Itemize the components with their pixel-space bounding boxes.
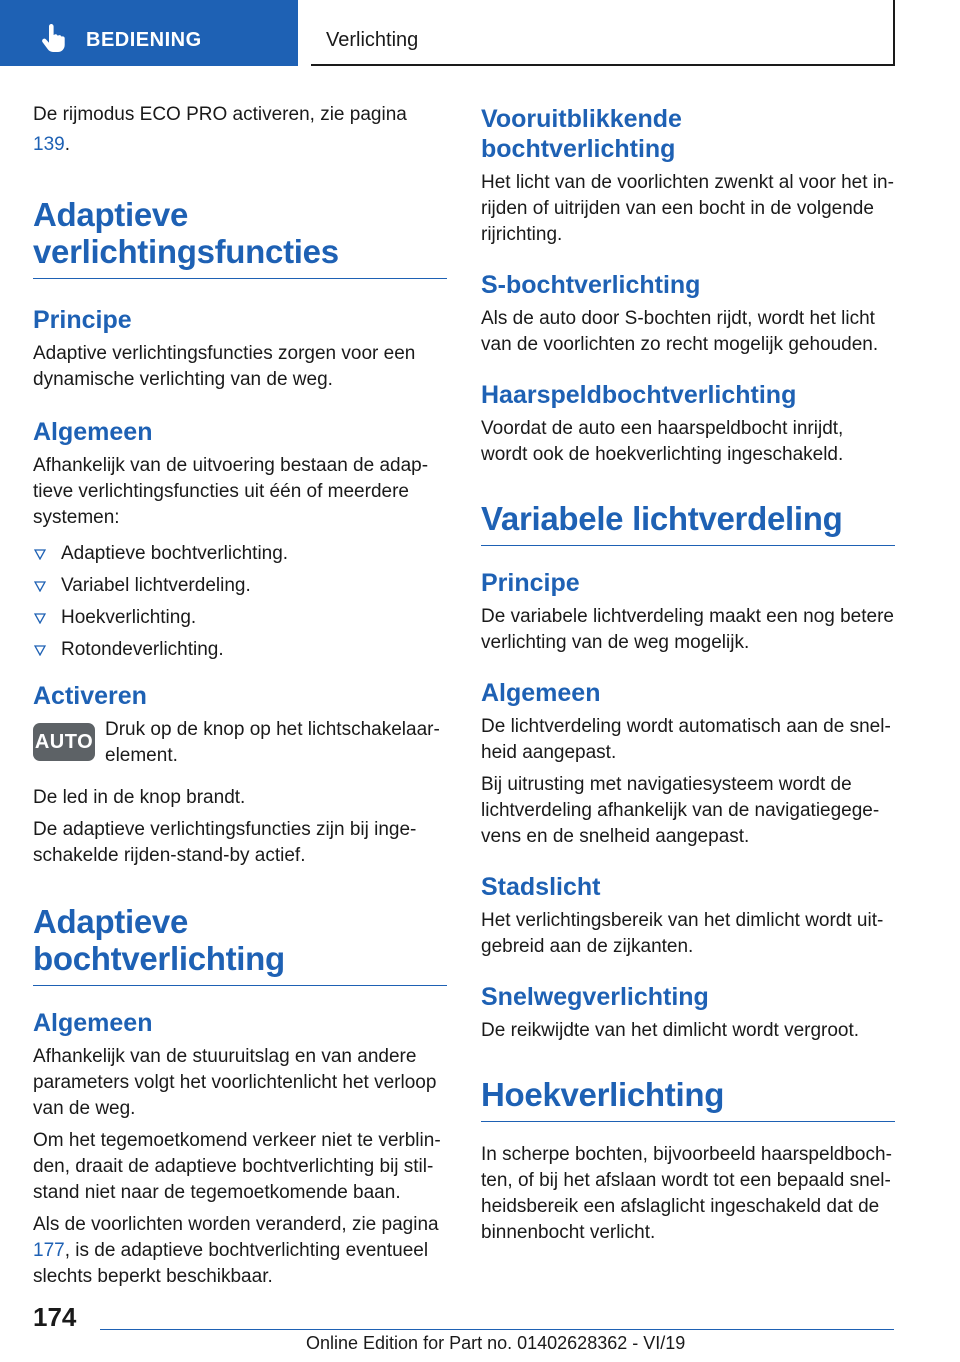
activeren-text: Druk op de knop op het lichtschakelaarelement. xyxy=(105,719,440,766)
heading-activeren: Activeren xyxy=(33,682,147,710)
heading-hoekverlichting: Hoekverlichting xyxy=(481,1076,895,1122)
edition-footer: Online Edition for Part no. 01402628362 - VI/19 xyxy=(306,1333,686,1353)
stadslicht-text: Het verlichtingsbereik van het dimlicht wordt uitgebreid aan de zijkanten. xyxy=(481,910,884,957)
systems-list xyxy=(33,541,447,663)
triangle-bullet-icon xyxy=(34,645,46,656)
heading-algemeen: Algemeen xyxy=(33,418,153,446)
heading-vooruitblikkende-bochtverlichting: Vooruitblikkende bochtverlichting xyxy=(481,105,682,163)
right-column xyxy=(481,104,895,1246)
heading-principe: Principe xyxy=(33,306,132,334)
page-link-177[interactable]: 177 xyxy=(33,1240,65,1261)
chapter-title: BEDIENING xyxy=(86,29,202,51)
heading-adaptieve-bochtverlichting: Adaptieve bochtverlichting xyxy=(33,903,447,986)
eco-pro-reference: De rijmodus ECO PRO activeren, zie pagina 139. xyxy=(33,104,407,155)
left-column xyxy=(33,100,447,1290)
heading-rule xyxy=(33,278,447,279)
triangle-bullet-icon xyxy=(34,549,46,560)
led-text: De led in de knop brandt. xyxy=(33,787,246,808)
hand-pointer-icon xyxy=(40,24,66,52)
heading-algemeen-2: Algemeen xyxy=(33,1009,153,1037)
auto-instruction xyxy=(33,717,447,769)
heading-variabele-lichtverdeling: Variabele lichtverdeling xyxy=(481,500,895,546)
hoekverlichting-text: In scherpe bochten, bijvoorbeeld haarspeldbochten, of bij het afslaan wordt tot een bepaald snelheidsbereik een afslaglicht ingeschakeld dat de binnenbocht verlicht. xyxy=(481,1144,892,1243)
heading-snelwegverlichting: Snelwegverlichting xyxy=(481,983,709,1011)
heading-adaptieve-verlichtingsfuncties: Adaptieve verlichtingsfuncties xyxy=(33,196,339,270)
actief-text: De adaptieve verlichtingsfuncties zijn bij ingeschakelde rijden-stand-by actief. xyxy=(33,819,417,866)
section-header xyxy=(311,0,895,66)
heading-s-bochtverlichting: S-bochtverlichting xyxy=(481,271,701,299)
bocht-algemeen-text-3: Als de voorlichten worden veranderd, zie pagina 177, is de adaptieve bochtverlichting eventueel slechts beperkt beschikbaar. xyxy=(33,1214,439,1287)
page-number: 174 xyxy=(33,1302,77,1332)
triangle-bullet-icon xyxy=(34,581,46,592)
footer-rule xyxy=(100,1329,894,1330)
heading-principe-2: Principe xyxy=(481,569,580,597)
principe-text: Adaptive verlichtingsfuncties zorgen voor een dynamische verlichting van de weg. xyxy=(33,343,416,390)
vooruit-text: Het licht van de voorlichten zwenkt al voor het inrijden of uitrijden van een bocht in de volgende rijrichting. xyxy=(481,172,894,245)
sbocht-text: Als de auto door S-bochten rijdt, wordt het licht van de voorlichten zo recht mogelijk gehouden. xyxy=(481,308,879,355)
variabel-principe-text: De variabele lichtverdeling maakt een nog betere verlichting van de weg mogelijk. xyxy=(481,606,894,653)
variabel-algemeen-text-1: De lichtverdeling wordt automatisch aan de snelheid aangepast. xyxy=(481,716,891,763)
triangle-bullet-icon xyxy=(34,613,46,624)
page-link-139[interactable]: 139 xyxy=(33,134,65,155)
chapter-tab xyxy=(0,0,298,66)
heading-algemeen-3: Algemeen xyxy=(481,679,601,707)
snelweg-text: De reikwijdte van het dimlicht wordt vergroot. xyxy=(481,1020,860,1041)
haar-text: Voordat de auto een haarspeldbocht inrijdt, wordt ook de hoekverlichting ingeschakeld. xyxy=(481,418,844,465)
heading-haarspeldbochtverlichting: Haarspeldbochtverlichting xyxy=(481,381,797,409)
section-title: Verlichting xyxy=(326,29,419,51)
bocht-algemeen-text-2: Om het tegemoetkomend verkeer niet te verblinden, draait de adaptieve bochtverlichting bij stilstand niet naar de tegemoetkomende baan. xyxy=(33,1130,441,1203)
algemeen-text: Afhankelijk van de uitvoering bestaan de adaptieve verlichtingsfuncties uit één of meerdere systemen: xyxy=(33,455,429,528)
bocht-algemeen-text-1: Afhankelijk van de stuuruitslag en van andere parameters volgt het voorlichtenlicht het verloop van de weg. xyxy=(33,1046,437,1119)
heading-stadslicht: Stadslicht xyxy=(481,873,601,901)
auto-button-icon: AUTO xyxy=(33,723,95,761)
list-item: Rotondeverlichting. xyxy=(33,637,447,663)
variabel-algemeen-text-2: Bij uitrusting met navigatiesysteem wordt de lichtverdeling afhankelijk van de navigatiegegevens en de snelheid aangepast. xyxy=(481,774,880,847)
list-item: Variabel lichtverdeling. xyxy=(33,573,447,599)
list-item: Hoekverlichting. xyxy=(33,605,447,631)
list-item: Adaptieve bochtverlichting. xyxy=(33,541,447,567)
